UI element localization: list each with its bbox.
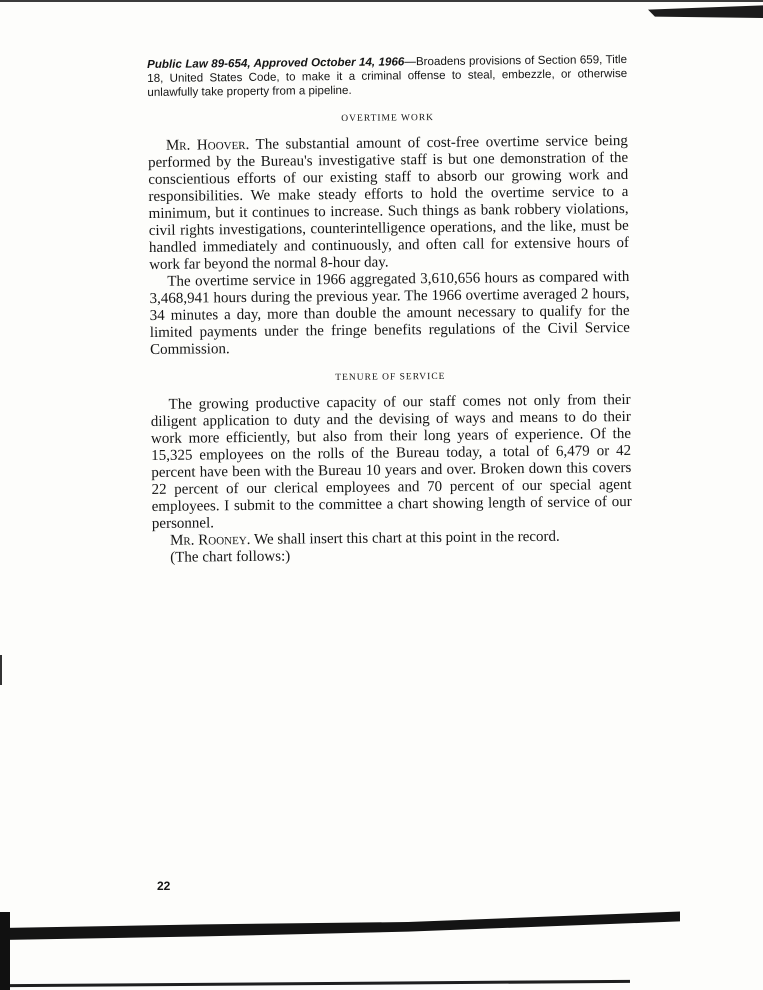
tenure-paragraph-1: The growing productive capacity of our staff comes not only from their diligent application to duty and the devising of ways and means to do their work more efficiently, but also from their long years of experience. Of the 15,325 employees on the rolls of the Bureau today, a total of 6,479 or 42 percent have been with the Bureau 10 years and over. Broken down this covers 22 percent of our clerical employees and 70 percent of our special agent employees. I submit to the committee a chart showing length of service of our personnel. bbox=[150, 391, 632, 532]
overtime-paragraph-1 bbox=[148, 133, 629, 274]
page-number: 22 bbox=[157, 879, 171, 893]
chart-follows-note: (The chart follows:) bbox=[170, 548, 291, 566]
public-law-note bbox=[147, 53, 627, 100]
overtime-text-1: The substantial amount of cost-free overtime service being performed by the Bureau's investigative staff is but one demonstration of the conscientious efforts of our existing staff to absorb our growing work and responsibilities. We make steady efforts to hold the overtime service to a minimum, but it continues to increase. Such things as bank robbery violations, civil rights investigations, counterintelligence operations, and the like, must be handled immediately and continuously, and often call for extensive hours of work far beyond the normal 8-hour day. bbox=[148, 132, 630, 273]
speaker-hoover: Mr. Hoover. bbox=[165, 136, 250, 154]
scan-top-edge bbox=[0, 0, 763, 6]
document-page bbox=[147, 53, 632, 567]
scan-top-right-shadow bbox=[648, 4, 763, 18]
scan-left-mark bbox=[0, 655, 2, 685]
scan-bottom-left-edge bbox=[0, 912, 10, 990]
overtime-paragraph-2: The overtime service in 1966 aggregated 3,610,656 hours as compared with 3,468,941 hours during the previous year. The 1966 overtime averaged 2 hours, 34 minutes a day, more than double the amount necessary to qualify for the limited payments under the fringe benefits regulations of the Civil Service Commission. bbox=[149, 268, 630, 358]
tenure-heading: TENURE OF SERVICE bbox=[335, 371, 446, 384]
speaker-rooney: Mr. Rooney. bbox=[169, 531, 251, 549]
scan-bottom-shadow bbox=[0, 910, 680, 940]
tenure-text-2: We shall insert this chart at this point in the record. bbox=[250, 528, 560, 548]
overtime-heading: OVERTIME WORK bbox=[341, 112, 435, 124]
law-description: —Broadens provisions of Section 659, Title 18, United States Code, to make it a criminal offense to steal, embezzle, or otherwise unlawfully take property from a pipeline. bbox=[147, 52, 628, 99]
law-citation: Public Law 89-654, Approved October 14, 1966 bbox=[147, 55, 405, 71]
scan-bottom-rule bbox=[10, 980, 630, 987]
